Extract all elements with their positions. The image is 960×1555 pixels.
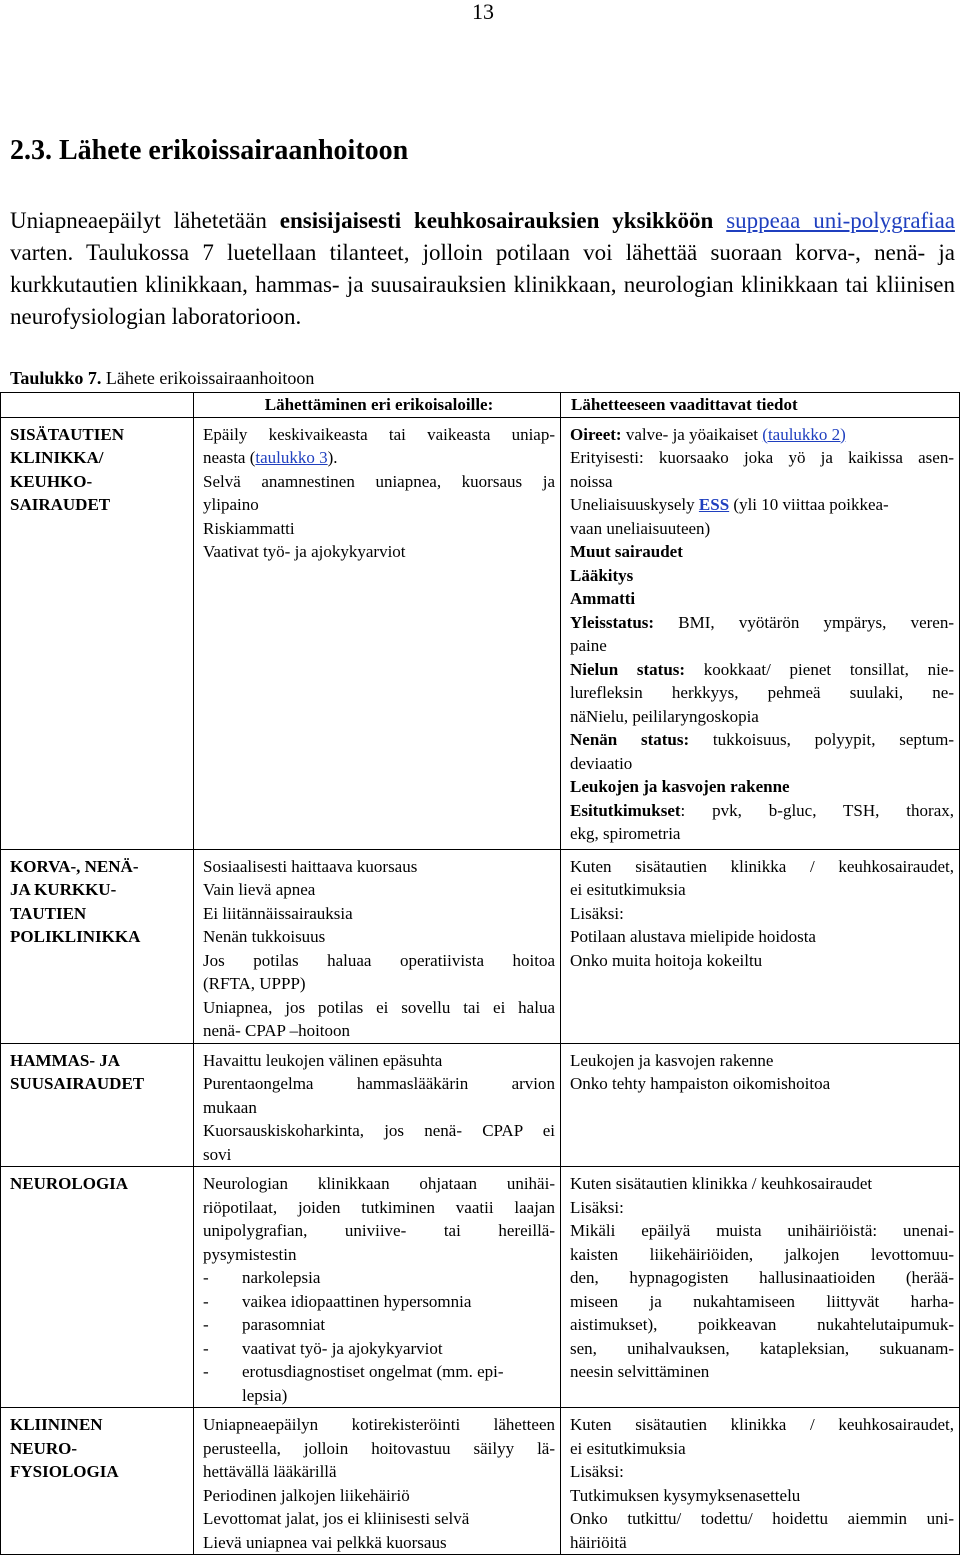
info-text: kookkaat/ pienet tonsillat, nie- xyxy=(685,659,954,679)
info-line: ei esitutkimuksia xyxy=(570,880,686,899)
referral-line: Nenän tukkoisuus xyxy=(203,927,326,946)
category-line: KLIININEN xyxy=(10,1415,103,1434)
list-item-text: erotusdiagnostiset ongelmat (mm. epi- xyxy=(242,1362,504,1381)
info-line: Kuten sisätautien klinikka / keuhkosairaudet, xyxy=(570,1415,954,1434)
referral-line: Riskiammatti xyxy=(203,518,295,538)
referral-list-item xyxy=(203,1337,555,1361)
list-item-text: narkolepsia xyxy=(242,1268,321,1287)
category-line: JA KURKKU- xyxy=(10,880,117,899)
info-line: Onko tehty hampaiston oikomishoitoa xyxy=(570,1074,831,1093)
list-item-text: parasomniat xyxy=(242,1315,326,1334)
info-line: Kuten sisätautien klinikka / keuhkosairaudet xyxy=(570,1174,873,1193)
suppea-unipolygrafia-link[interactable]: suppeaa uni-polygrafiaa xyxy=(726,208,955,233)
info-line: Muut sairaudet xyxy=(570,542,683,561)
info-line: Ammatti xyxy=(570,589,636,608)
info-line: deviaatio xyxy=(570,753,633,773)
info-text: : pvk, b-gluc, TSH, thorax, xyxy=(680,800,954,820)
info-text: BMI, vyötärön ympärys, veren- xyxy=(654,612,954,632)
dash-bullet: - xyxy=(203,1268,209,1287)
table-row xyxy=(1,1167,960,1408)
info-line: Onko muita hoitoja kokeiltu xyxy=(570,950,763,970)
info-line: noissa xyxy=(570,471,613,491)
referral-line: Uniapneaepäilyn kotirekisteröinti lähetteen xyxy=(203,1415,555,1434)
table-caption-title: Lähete erikoissairaanhoitoon xyxy=(101,368,315,388)
info-line xyxy=(570,611,954,635)
required-info-cell xyxy=(561,1167,960,1408)
table-caption xyxy=(10,367,314,389)
referral-line: riöpotilaat, joiden tutkiminen vaatii laajan xyxy=(203,1197,555,1217)
list-item-text: vaativat työ- ja ajokykyarviot xyxy=(242,1338,443,1358)
category-line: KLINIKKA/ xyxy=(10,448,104,467)
referral-line: mukaan xyxy=(203,1097,257,1117)
info-line: lurefleksin herkkyys, pehmeä suulaki, ne- xyxy=(570,683,954,702)
info-line: Lisäksi: xyxy=(570,1462,624,1481)
info-line: Potilaan alustava mielipide hoidosta xyxy=(570,927,816,946)
referral-line: pysymistestin xyxy=(203,1244,297,1264)
referral-line: Vain lievä apnea xyxy=(203,880,316,899)
referral-line: Ei liitännäissairauksia xyxy=(203,903,353,923)
referral-line: Sosiaalisesti haittaava kuorsaus xyxy=(203,856,418,876)
info-text: Uneliaisuuskysely xyxy=(570,495,699,514)
referral-cell xyxy=(194,417,561,849)
referral-list-item xyxy=(203,1290,555,1314)
info-line: paine xyxy=(570,636,607,655)
required-info-cell xyxy=(561,849,960,1043)
category-line: POLIKLINIKKA xyxy=(10,927,141,946)
dash-bullet: - xyxy=(203,1338,209,1358)
referral-line: ylipaino xyxy=(203,495,259,514)
referral-line: sovi xyxy=(203,1144,232,1164)
referral-line: nenä- CPAP –hoitoon xyxy=(203,1021,351,1040)
intro-bold-text: ensisijaisesti keuhkosairauksien yksikköön xyxy=(279,208,714,233)
info-label: Oireet: xyxy=(570,424,622,444)
category-cell xyxy=(1,849,194,1043)
referral-cell xyxy=(194,1167,561,1408)
category-line: KEUHKO- xyxy=(10,471,93,491)
required-info-cell xyxy=(561,1043,960,1167)
section-heading: 2.3. Lähete erikoissairaanhoitoon xyxy=(10,135,409,166)
info-line xyxy=(570,658,954,682)
dash-bullet: - xyxy=(203,1291,209,1311)
referral-line xyxy=(203,446,555,470)
referral-line: Havaittu leukojen välinen epäsuhta xyxy=(203,1050,443,1070)
info-line: ekg, spirometria xyxy=(570,824,681,843)
referral-line: lepsia) xyxy=(242,1385,288,1405)
info-line: näNielu, peililaryngoskopia xyxy=(570,706,759,726)
category-line: NEUROLOGIA xyxy=(10,1174,129,1193)
info-line: kaisten liikehäiriöiden, jalkojen levottomuu- xyxy=(570,1244,954,1264)
referral-text: ). xyxy=(327,448,338,467)
info-line: Lisäksi: xyxy=(570,903,624,923)
category-line: TAUTIEN xyxy=(10,903,87,923)
referral-table xyxy=(0,392,960,1555)
info-line: Leukojen ja kasvojen rakenne xyxy=(570,777,790,796)
table-row xyxy=(1,1043,960,1167)
referral-list-item xyxy=(203,1360,555,1384)
info-line: Erityisesti: kuorsaako joka yö ja kaikissa asen- xyxy=(570,448,954,467)
category-line: SAIRAUDET xyxy=(10,495,111,514)
referral-line: Jos potilas haluaa operatiivista hoitoa xyxy=(203,950,555,970)
info-line: Tutkimuksen kysymyksenasettelu xyxy=(570,1485,801,1505)
category-line: SUUSAIRAUDET xyxy=(10,1074,145,1093)
required-info-cell xyxy=(561,417,960,849)
referral-line: Neurologian klinikkaan ohjataan unihäi- xyxy=(203,1174,555,1193)
info-line xyxy=(570,799,954,823)
info-line: vaan uneliaisuuteen) xyxy=(570,518,711,538)
list-item-text: vaikea idiopaattinen hypersomnia xyxy=(242,1291,472,1311)
header-referral: Lähettäminen eri erikoisaloille: xyxy=(194,393,561,418)
info-line: sen, unihalvauksen, katapleksian, sukuanam- xyxy=(570,1338,954,1358)
page-number: 13 xyxy=(472,0,494,24)
info-line: Mikäli epäilyä muista unihäiriöistä: unenai- xyxy=(570,1221,954,1240)
referral-line: Selvä anamnestinen uniapnea, kuorsaus ja xyxy=(203,471,555,491)
referral-cell xyxy=(194,1408,561,1555)
intro-text-3: varten. Taulukossa 7 luetellaan tilanteet, jolloin potilaan voi lähettää suoraan korva-, nenä- ja kurkkutautien klinikkaan, hammas- ja suusairauksien klinikkaan, neurologian klinikkaan tai kliinisen neurofysiologian laboratorioon. xyxy=(10,240,955,329)
category-cell xyxy=(1,1167,194,1408)
info-line xyxy=(570,728,954,752)
referral-text: neasta ( xyxy=(203,448,256,467)
referral-line: Periodinen jalkojen liikehäiriö xyxy=(203,1485,410,1505)
info-line xyxy=(570,423,954,447)
info-line: ei esitutkimuksia xyxy=(570,1438,686,1458)
info-line: Lisäksi: xyxy=(570,1197,624,1217)
referral-list-item xyxy=(203,1313,555,1337)
referral-line: perusteella, jolloin hoitovastuu säilyy lä- xyxy=(203,1438,555,1458)
table-caption-label: Taulukko 7. xyxy=(10,368,102,388)
header-category xyxy=(1,393,194,418)
category-line: FYSIOLOGIA xyxy=(10,1462,119,1481)
referral-line: Purentaongelma hammaslääkärin arvion xyxy=(203,1074,555,1093)
info-line: Lääkitys xyxy=(570,565,634,585)
referral-line: hettävällä lääkärillä xyxy=(203,1462,337,1481)
referral-line: Epäily keskivaikeasta tai vaikeasta uniap- xyxy=(203,424,555,444)
taulukko-3-link[interactable]: taulukko 3 xyxy=(255,448,328,467)
info-line: Leukojen ja kasvojen rakenne xyxy=(570,1050,774,1070)
info-text: (yli 10 viittaa poikkea- xyxy=(729,495,889,514)
category-line: KORVA-, NENÄ- xyxy=(10,856,139,876)
table-row xyxy=(1,417,960,849)
referral-list-item xyxy=(203,1266,555,1290)
taulukko-2-link[interactable]: (taulukko 2) xyxy=(762,424,846,444)
referral-line: (RFTA, UPPP) xyxy=(203,974,306,993)
info-text: tukkoisuus, polyypit, septum- xyxy=(689,730,954,749)
intro-paragraph xyxy=(10,205,955,333)
category-cell xyxy=(1,417,194,849)
category-line: SISÄTAUTIEN xyxy=(10,424,125,444)
info-line: Onko tutkittu/ todettu/ hoidettu aiemmin uni- xyxy=(570,1509,954,1528)
table-header-row xyxy=(1,393,960,418)
info-label: Esitutkimukset xyxy=(570,800,681,820)
info-label: Yleisstatus: xyxy=(570,612,655,632)
category-cell xyxy=(1,1043,194,1167)
dash-bullet: - xyxy=(203,1362,209,1381)
intro-text-2 xyxy=(713,208,726,233)
info-text: valve- ja yöaikaiset xyxy=(621,424,763,444)
referral-line: Lievä uniapnea vai pelkkä kuorsaus xyxy=(203,1532,447,1552)
info-line: miseen ja nukahtamiseen liittyvät harha- xyxy=(570,1291,954,1311)
category-line: NEURO- xyxy=(10,1438,78,1458)
info-line: aistimukset), poikkeavan nukahtelutaipumuk- xyxy=(570,1315,954,1334)
table-row xyxy=(1,849,960,1043)
referral-line: unipolygrafian, univiive- tai hereillä- xyxy=(203,1221,555,1240)
category-line: HAMMAS- JA xyxy=(10,1050,121,1070)
referral-line: Kuorsauskiskoharkinta, jos nenä- CPAP ei xyxy=(203,1121,555,1140)
dash-bullet: - xyxy=(203,1315,209,1334)
info-line xyxy=(570,493,954,517)
referral-line: Uniapnea, jos potilas ei sovellu tai ei halua xyxy=(203,997,555,1017)
referral-line: Levottomat jalat, jos ei kliinisesti selvä xyxy=(203,1509,470,1528)
info-line: neesin selvittäminen xyxy=(570,1362,710,1381)
info-line: Kuten sisätautien klinikka / keuhkosairaudet, xyxy=(570,856,954,876)
intro-text-1: Uniapneaepäilyt lähetetään xyxy=(10,208,280,233)
info-label: Nenän status: xyxy=(570,730,690,749)
referral-line: Vaativat työ- ja ajokykyarviot xyxy=(203,542,406,561)
referral-cell xyxy=(194,1043,561,1167)
header-required-info: Lähetteeseen vaadittavat tiedot xyxy=(561,393,960,418)
info-line: häiriöitä xyxy=(570,1532,627,1552)
table-row xyxy=(1,1408,960,1555)
required-info-cell xyxy=(561,1408,960,1555)
referral-cell xyxy=(194,849,561,1043)
info-line: den, hypnagogisten hallusinaatioiden (herää- xyxy=(570,1268,954,1287)
ess-link[interactable]: ESS xyxy=(698,495,730,514)
category-cell xyxy=(1,1408,194,1555)
info-label: Nielun status: xyxy=(570,659,686,679)
